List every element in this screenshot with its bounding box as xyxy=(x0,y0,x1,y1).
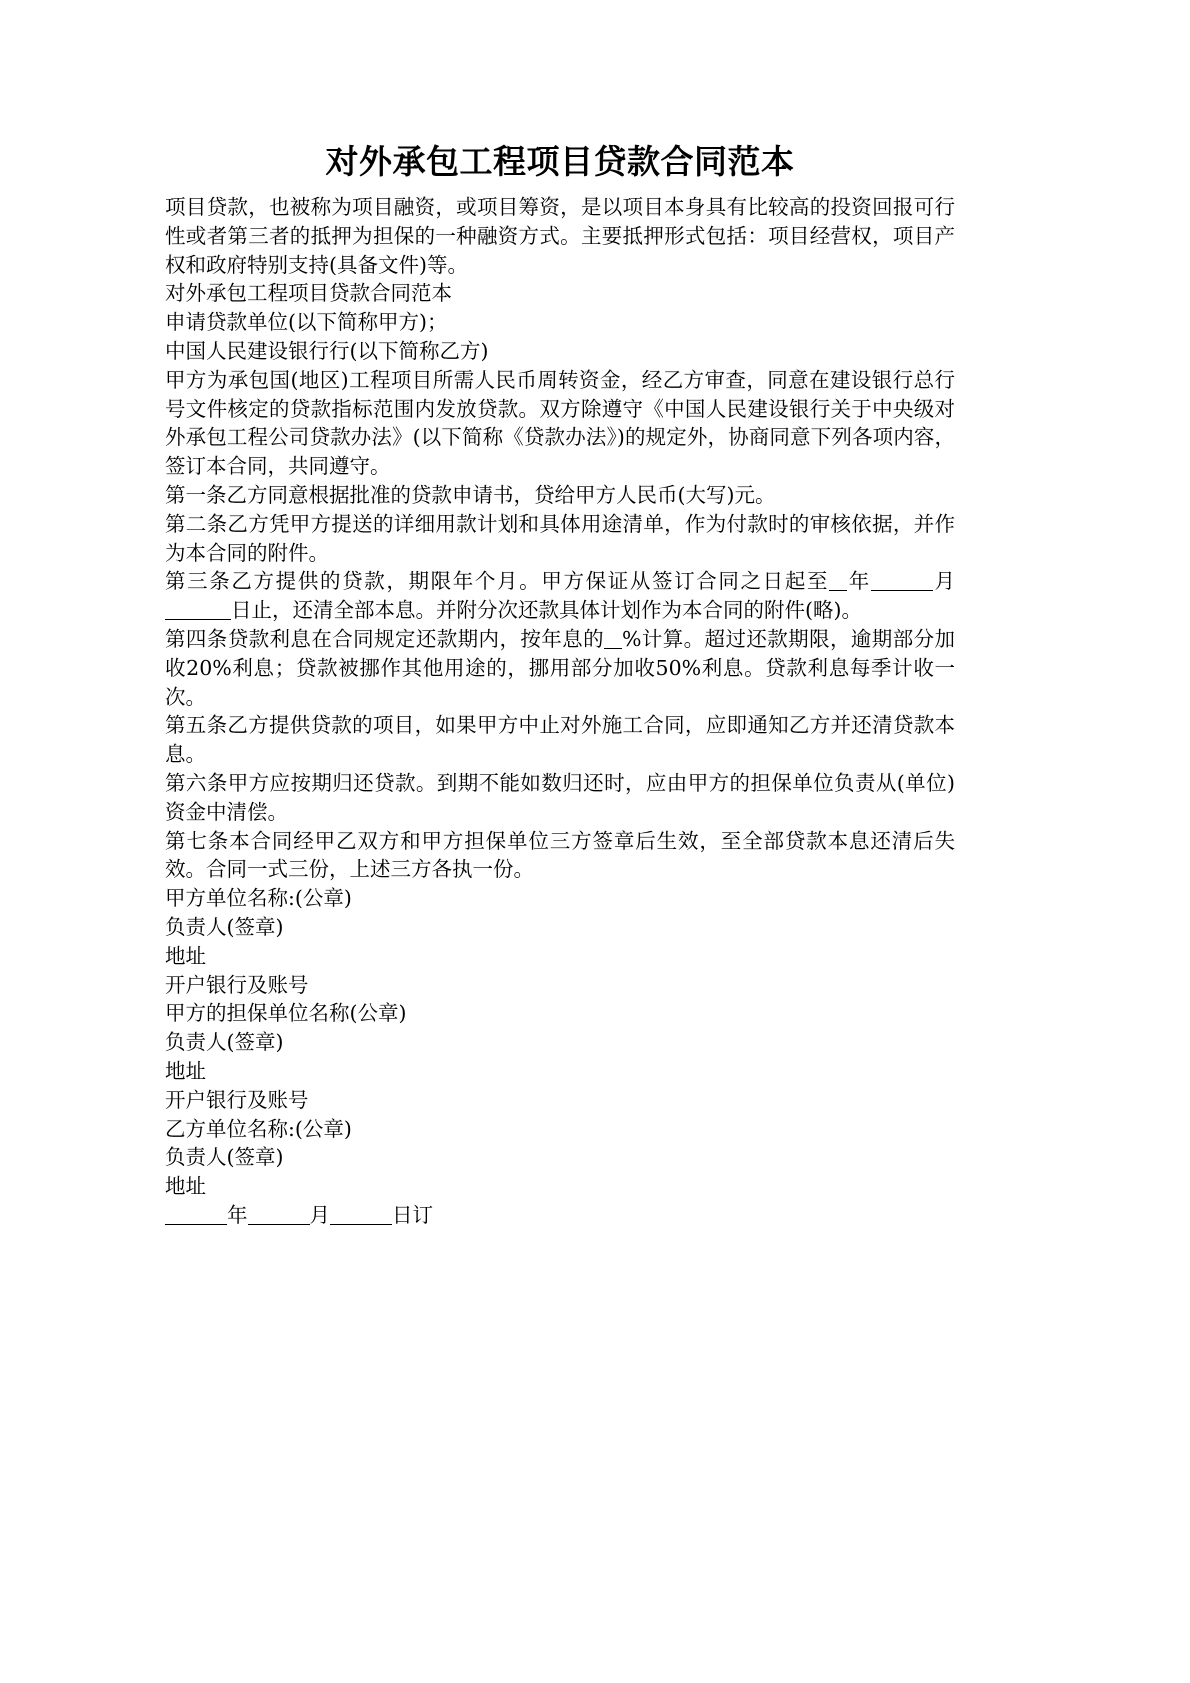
clause-3-prefix: 第三条乙方提供的贷款，期限年个月。甲方保证从签订合同之日起至 xyxy=(165,569,830,594)
sig-party-a-name: 甲方单位名称:(公章) xyxy=(165,886,352,911)
date-day-label: 日订 xyxy=(392,1202,433,1227)
clause-2: 第二条乙方凭甲方提送的详细用款计划和具体用途清单，作为付款时的审核依据，并作为本合同的附件。 xyxy=(165,511,955,565)
clause-3 xyxy=(165,567,955,625)
sig-party-b-name: 乙方单位名称:(公章) xyxy=(165,1116,352,1141)
signing-date-line xyxy=(165,1201,955,1230)
clause-3-blank-day xyxy=(165,619,231,620)
date-year-label: 年 xyxy=(227,1202,248,1227)
sig-guarantor-bank: 开户银行及账号 xyxy=(165,1087,309,1112)
date-blank-year xyxy=(165,1224,227,1225)
clause-3-year-label: 年 xyxy=(847,569,871,594)
clause-6: 第六条甲方应按期归还贷款。到期不能如数归还时，应由甲方的担保单位负责从(单位)资金中清偿。 xyxy=(165,770,955,824)
sig-party-a-rep: 负责人(签章) xyxy=(165,914,284,939)
clause-3-blank-year xyxy=(829,590,847,591)
clause-4-blank-rate xyxy=(604,648,622,649)
page-title: 对外承包工程项目贷款合同范本 xyxy=(325,142,795,181)
clause-7: 第七条本合同经甲乙双方和甲方担保单位三方签章后生效，至全部贷款本息还清后失效。合同一式三份，上述三方各执一份。 xyxy=(165,828,955,882)
sig-party-b-rep: 负责人(签章) xyxy=(165,1145,284,1170)
party-b-declaration: 中国人民建设银行行(以下简称乙方) xyxy=(165,338,489,363)
clause-4 xyxy=(165,625,955,711)
date-month-label: 月 xyxy=(309,1202,330,1227)
preamble-paragraph: 甲方为承包国(地区)工程项目所需人民币周转资金，经乙方审查，同意在建设银行总行号文件核定的贷款指标范围内发放贷款。双方除遵守《中国人民建设银行关于中央级对外承包工程公司贷款办法》(以下简称《贷款办法》)的规定外，协商同意下列各项内容，签订本合同，共同遵守。 xyxy=(165,367,955,479)
document-subtitle: 对外承包工程项目贷款合同范本 xyxy=(165,281,452,306)
date-blank-day xyxy=(330,1224,392,1225)
document-body xyxy=(165,140,955,1230)
sig-party-a-address: 地址 xyxy=(165,943,206,968)
clause-3-suffix: 日止，还清全部本息。并附分次还款具体计划作为本合同的附件(略)。 xyxy=(231,598,862,623)
date-blank-month xyxy=(248,1224,310,1225)
clause-5: 第五条乙方提供贷款的项目，如果甲方中止对外施工合同，应即通知乙方并还清贷款本息。 xyxy=(165,713,955,767)
clause-4-prefix: 第四条贷款利息在合同规定还款期内，按年息的 xyxy=(165,626,604,651)
party-a-declaration: 申请贷款单位(以下简称甲方)； xyxy=(165,310,448,335)
clause-4-suffix: %计算。超过还款期限，逾期部分加收20%利息；贷款被挪作其他用途的，挪用部分加收50%利息。贷款利息每季计收一次。 xyxy=(165,626,955,709)
sig-party-a-bank: 开户银行及账号 xyxy=(165,972,309,997)
sig-guarantor-rep: 负责人(签章) xyxy=(165,1030,284,1055)
clause-1: 第一条乙方同意根据批准的贷款申请书，贷给甲方人民币(大写)元。 xyxy=(165,482,776,507)
clause-3-blank-month xyxy=(871,590,933,591)
intro-paragraph: 项目贷款，也被称为项目融资，或项目筹资，是以项目本身具有比较高的投资回报可行性或者第三者的抵押为担保的一种融资方式。主要抵押形式包括：项目经营权，项目产权和政府特别支持(具备文件)等。 xyxy=(165,195,955,277)
sig-party-b-address: 地址 xyxy=(165,1174,206,1199)
clause-3-month-label: 月 xyxy=(932,569,956,594)
sig-guarantor-name: 甲方的担保单位名称(公章) xyxy=(165,1001,407,1026)
sig-guarantor-address: 地址 xyxy=(165,1058,206,1083)
